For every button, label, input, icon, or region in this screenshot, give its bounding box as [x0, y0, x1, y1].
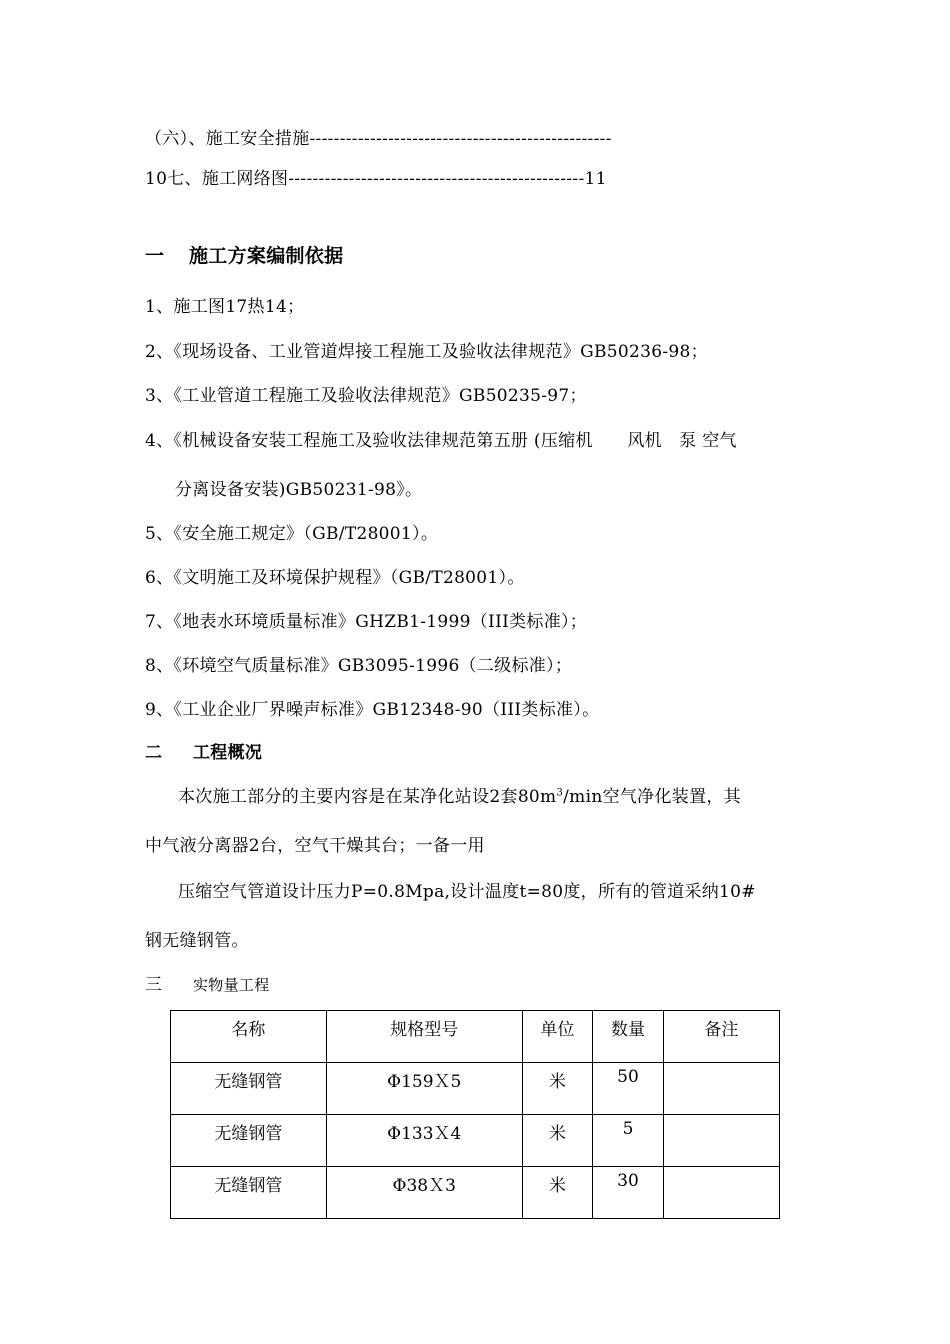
cell-unit: 米	[522, 1115, 593, 1167]
basis-item-8: 8、《环境空气质量标准》GB3095-1996（二级标准）；	[145, 656, 573, 676]
table-row	[171, 1167, 780, 1219]
section-3-heading	[145, 970, 270, 995]
cell-unit: 米	[522, 1167, 593, 1219]
section-2-number: 二	[145, 743, 163, 763]
section-3-title: 实物量工程	[193, 976, 270, 994]
overview-p1-part-a: 本次施工部分的主要内容是在某净化站设2套80m	[178, 787, 557, 807]
basis-item-9: 9、《工业企业厂界噪声标准》GB12348-90（III类标准）。	[145, 700, 600, 720]
cell-spec: Φ159Ｘ5	[326, 1063, 522, 1115]
cell-spec: Φ38Ｘ3	[326, 1167, 522, 1219]
header-unit: 单位	[522, 1011, 593, 1063]
section-2-title: 工程概况	[193, 743, 263, 763]
toc-line-2: 10七、施工网络图-------------------------------------------------11	[145, 169, 607, 189]
basis-item-2: 2、《现场设备、工业管道焊接工程施工及验收法律规范》GB50236-98；	[145, 342, 708, 362]
cell-remarks	[663, 1115, 779, 1167]
overview-paragraph-2: 压缩空气管道设计压力P=0.8Mpa,设计温度t=80度，所有的管道采纳10#	[178, 882, 756, 902]
cell-quantity: 50	[593, 1063, 664, 1115]
cell-name: 无缝钢管	[171, 1167, 327, 1219]
cell-spec: Φ133Ｘ4	[326, 1115, 522, 1167]
overview-paragraph-1-cont: 中气液分离器2台，空气干燥其台；一备一用	[145, 836, 485, 856]
basis-item-4-cont: 分离设备安装)GB50231-98》。	[175, 480, 423, 500]
header-remarks: 备注	[663, 1011, 779, 1063]
basis-item-6: 6、《文明施工及环境保护规程》（GB/T28001）。	[145, 568, 525, 588]
cell-name: 无缝钢管	[171, 1063, 327, 1115]
section-3-number: 三	[145, 975, 163, 995]
table-row	[171, 1063, 780, 1115]
quantity-table	[170, 1010, 780, 1219]
section-1-title: 施工方案编制依据	[189, 245, 344, 267]
overview-paragraph-2-cont: 钢无缝钢管。	[145, 931, 249, 951]
header-name: 名称	[171, 1011, 327, 1063]
toc-line-1: （六）、施工安全措施--------------------------------------------------	[145, 129, 612, 149]
overview-p1-superscript: 3	[556, 787, 564, 799]
cell-quantity: 30	[593, 1167, 664, 1219]
basis-item-3: 3、《工业管道工程施工及验收法律规范》GB50235-97；	[145, 386, 587, 406]
cell-name: 无缝钢管	[171, 1115, 327, 1167]
cell-remarks	[663, 1063, 779, 1115]
basis-item-5: 5、《安全施工规定》（GB/T28001）。	[145, 524, 439, 544]
overview-paragraph-1	[178, 782, 741, 807]
overview-p1-part-b: /min空气净化装置，其	[563, 787, 741, 807]
basis-item-4: 4、《机械设备安装工程施工及验收法律规范第五册 (压缩机 风机 泵 空气	[145, 431, 737, 451]
header-spec: 规格型号	[326, 1011, 522, 1063]
section-1-heading	[145, 241, 343, 268]
table-header-row	[171, 1011, 780, 1063]
cell-quantity: 5	[593, 1115, 664, 1167]
cell-unit: 米	[522, 1063, 593, 1115]
section-1-number: 一	[145, 245, 165, 267]
basis-item-1: 1、施工图17热14；	[145, 297, 305, 317]
header-quantity: 数量	[593, 1011, 664, 1063]
table-row	[171, 1115, 780, 1167]
cell-remarks	[663, 1167, 779, 1219]
section-2-heading	[145, 738, 262, 763]
basis-item-7: 7、《地表水环境质量标准》GHZB1-1999（III类标准）；	[145, 612, 588, 632]
